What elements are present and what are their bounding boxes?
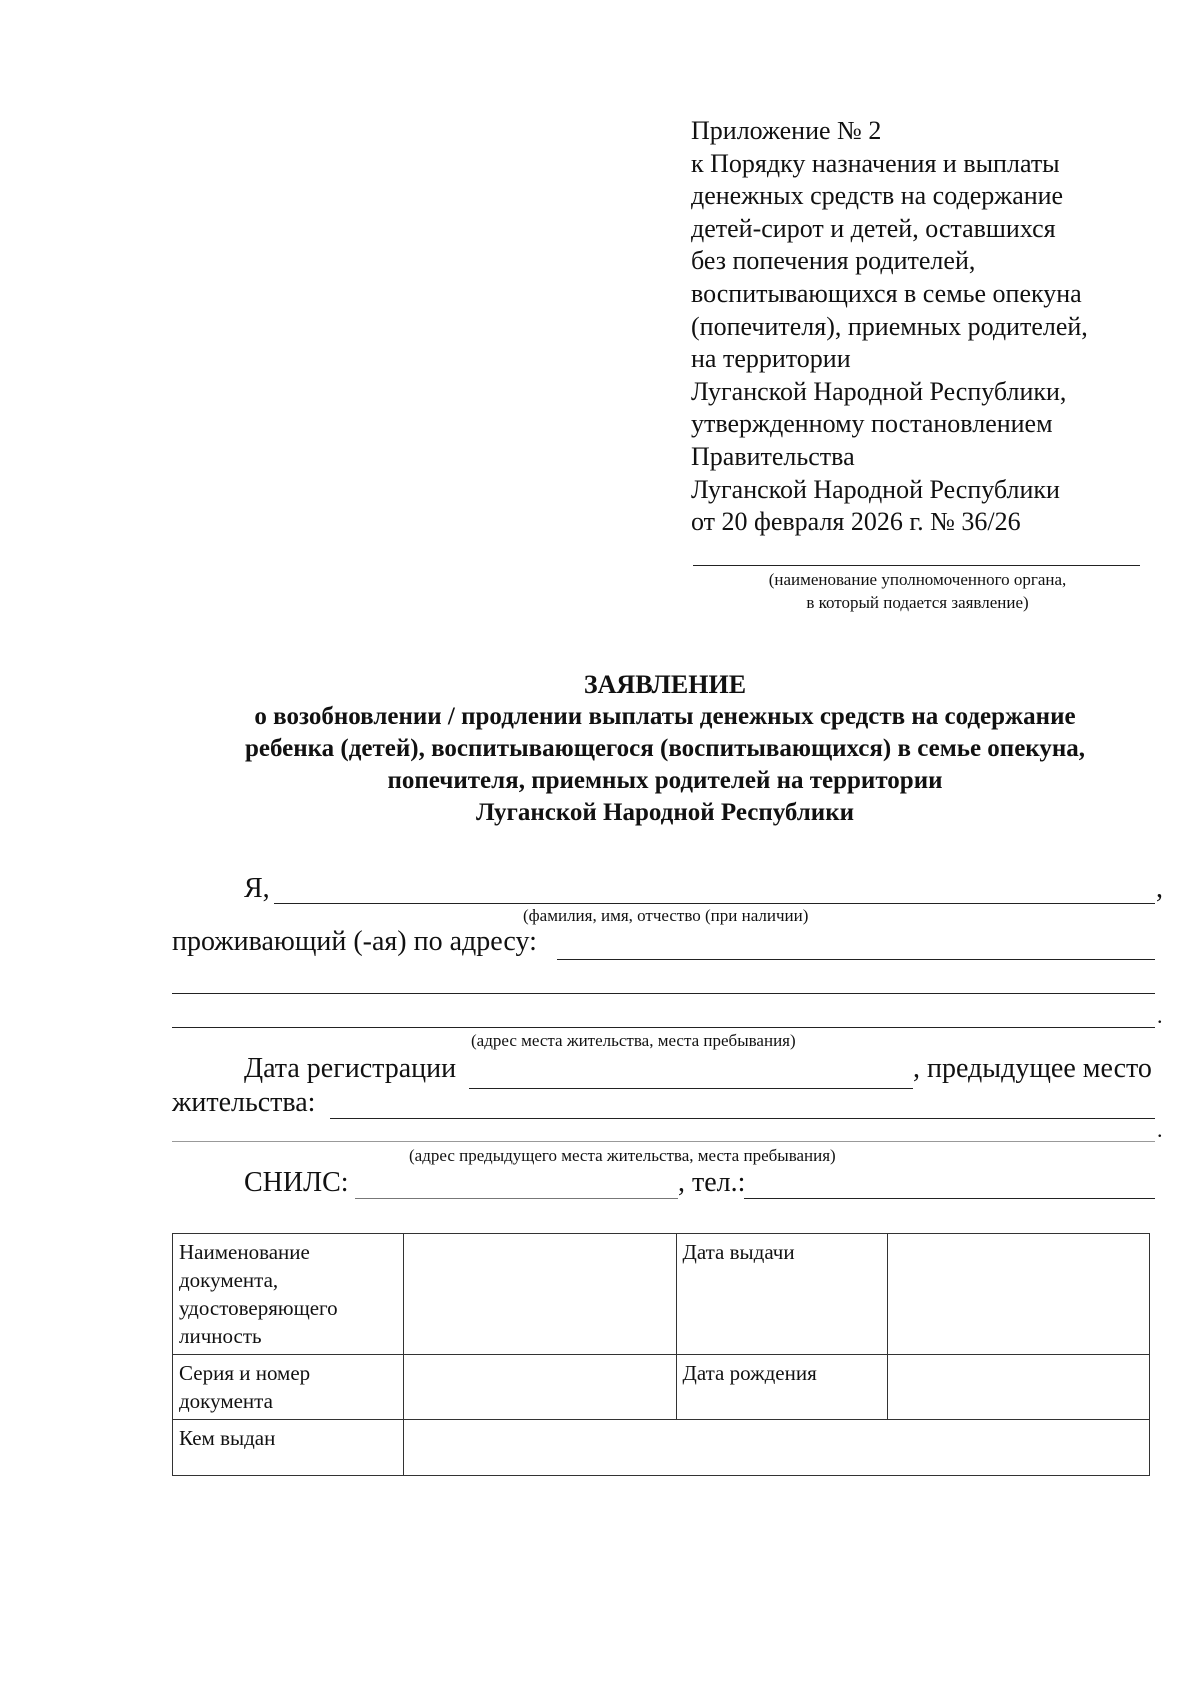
i-label: Я, (244, 873, 270, 904)
prev-place-field-line-2[interactable] (172, 1141, 1155, 1142)
tel-label: , тел.: (678, 1167, 746, 1198)
address-field-line-3[interactable] (172, 1027, 1155, 1028)
table-row (173, 1234, 1150, 1355)
reg-date-label: Дата регистрации (244, 1053, 457, 1084)
table-row (173, 1420, 1150, 1476)
title-line: Луганской Народной Республики (475, 799, 855, 826)
birth-date-value-cell[interactable] (888, 1355, 1150, 1420)
issue-date-value-cell[interactable] (888, 1234, 1150, 1355)
annex-line: от 20 февраля 2026 г. № 36/26 (691, 507, 1021, 537)
address-field-line-2[interactable] (172, 993, 1155, 994)
annex-line: утвержденному постановлением (691, 409, 1053, 439)
snils-field[interactable] (355, 1198, 678, 1199)
annex-line: Луганской Народной Республики (691, 474, 1060, 504)
title-line: ребенка (детей), воспитывающегося (воспитывающихся) в семье опекуна, (244, 735, 1086, 762)
issued-by-label: Кем выдан (173, 1420, 404, 1476)
id-document-table (172, 1233, 1150, 1476)
snils-label: СНИЛС: (244, 1167, 349, 1198)
prev-place-caption: (адрес предыдущего места жительства, места пребывания) (409, 1146, 836, 1165)
doc-name-value-cell[interactable] (403, 1234, 676, 1355)
annex-line: на территории (691, 344, 851, 374)
authority-caption (690, 568, 1145, 614)
authority-field[interactable] (693, 565, 1140, 566)
title-line: о возобновлении / продлении выплаты денежных средств на содержание (254, 703, 1076, 730)
prev-place-label-2: жительства: (172, 1087, 316, 1118)
issued-by-value-cell[interactable] (403, 1420, 1149, 1476)
annex-line: Луганской Народной Республики, (691, 376, 1067, 406)
birth-date-label: Дата рождения (676, 1355, 888, 1420)
annex-line: к Порядку назначения и выплаты (691, 148, 1060, 178)
reg-date-field[interactable] (469, 1088, 913, 1089)
tel-field[interactable] (744, 1198, 1155, 1199)
annex-line: воспитывающихся в семье опекуна (691, 278, 1082, 308)
fio-caption: (фамилия, имя, отчество (при наличии) (523, 906, 809, 925)
authority-caption-line: (наименование уполномоченного органа, (768, 570, 1067, 589)
authority-caption-line: в который подается заявление) (806, 593, 1029, 612)
issue-date-label: Дата выдачи (676, 1234, 888, 1355)
address-field[interactable] (557, 959, 1155, 960)
prev-place-label: , предыдущее место (913, 1053, 1152, 1084)
series-number-value-cell[interactable] (403, 1355, 676, 1420)
annex-heading (691, 115, 1161, 539)
annex-line: детей-сирот и детей, оставшихся (691, 213, 1056, 243)
title-line: попечителя, приемных родителей на территории (387, 767, 943, 794)
annex-line: без попечения родителей, (691, 246, 976, 276)
address-end-dot: . (1157, 1003, 1163, 1028)
fio-end-comma: , (1156, 873, 1163, 904)
annex-line: Правительства (691, 441, 855, 471)
table-row (173, 1355, 1150, 1420)
address-label: проживающий (-ая) по адресу: (172, 926, 537, 957)
address-caption: (адрес места жительства, места пребывания) (471, 1031, 796, 1050)
document-title (150, 669, 1180, 829)
series-number-label: Серия и номер документа (173, 1355, 404, 1420)
annex-line: денежных средств на содержание (691, 181, 1064, 211)
annex-line: (попечителя), приемных родителей, (691, 311, 1088, 341)
doc-name-label: Наименование документа, удостоверяющего личность (173, 1234, 404, 1355)
prev-place-field[interactable] (330, 1118, 1155, 1119)
title-main: ЗАЯВЛЕНИЕ (583, 670, 747, 699)
annex-line: Приложение № 2 (691, 116, 882, 145)
prev-place-end-dot: . (1157, 1117, 1163, 1142)
fio-field[interactable] (274, 903, 1155, 904)
